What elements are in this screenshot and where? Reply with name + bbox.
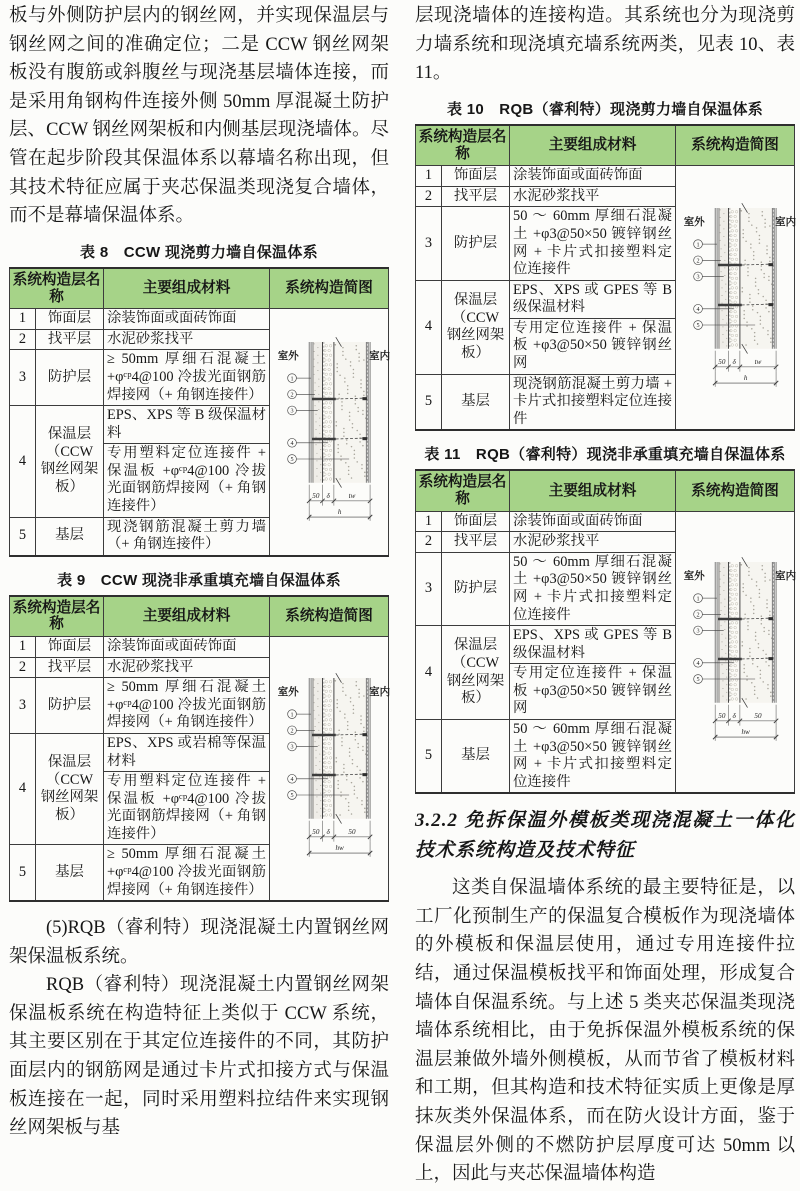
section-heading-322: 3.2.2 免拆保温外模板类现浇混凝土一体化技术系统构造及技术特征 bbox=[415, 810, 795, 862]
column-header-layer-name: 系统构造层名称 bbox=[10, 596, 104, 637]
row-number-cell: 3 bbox=[10, 678, 36, 734]
table-row bbox=[10, 637, 389, 658]
svg-text:2: 2 bbox=[290, 391, 294, 399]
column-header-diagram: 系统构造简图 bbox=[270, 596, 389, 637]
layer-name-cell: 防护层 bbox=[36, 678, 104, 734]
row-number-cell: 2 bbox=[416, 532, 442, 553]
column-header-materials: 主要组成材料 bbox=[510, 125, 676, 166]
svg-text:hw: hw bbox=[741, 727, 750, 736]
layer-name-cell: 饰面层 bbox=[36, 637, 104, 658]
svg-text:室外: 室外 bbox=[277, 687, 299, 699]
table-11-title: 表 11 RQB（睿利特）现浇非承重填充墙自保温体系 bbox=[424, 446, 786, 464]
material-cell: 涂装饰面或面砖饰面 bbox=[510, 166, 676, 187]
table-8-title: 表 8 CCW 现浇剪力墙自保温体系 bbox=[80, 243, 318, 261]
system-diagram-cell bbox=[270, 637, 389, 901]
row-number-cell: 2 bbox=[416, 186, 442, 207]
svg-text:室内: 室内 bbox=[369, 687, 391, 699]
layer-name-cell: 防护层 bbox=[442, 207, 510, 280]
row-number-cell: 5 bbox=[10, 517, 36, 556]
svg-text:5: 5 bbox=[290, 792, 294, 800]
row-number-cell: 3 bbox=[416, 552, 442, 625]
layer-name-cell: 基层 bbox=[442, 719, 510, 793]
layer-name-cell: 保温层（CCW 钢丝网架板） bbox=[36, 734, 104, 845]
layer-name-cell: 防护层 bbox=[442, 552, 510, 625]
material-cell: EPS、XPS 或岩棉等保温材料 bbox=[104, 734, 270, 772]
system-diagram-cell bbox=[676, 511, 795, 793]
system-diagram-cell bbox=[676, 166, 795, 430]
column-header-diagram: 系统构造简图 bbox=[676, 470, 795, 511]
material-cell: 涂装饰面或面砖饰面 bbox=[510, 511, 676, 532]
table-9-block bbox=[9, 569, 389, 902]
paragraph-rqb-intro: (5)RQB（睿利特）现浇混凝土内置钢丝网架保温板系统。 bbox=[9, 918, 389, 967]
svg-text:h: h bbox=[743, 373, 748, 382]
svg-text:δ: δ bbox=[326, 828, 330, 837]
column-header-layer-name: 系统构造层名称 bbox=[10, 268, 104, 309]
table-8-block bbox=[9, 241, 389, 557]
material-cell: 水泥砂浆找平 bbox=[104, 657, 270, 678]
row-number-cell: 2 bbox=[10, 329, 36, 350]
column-header-materials: 主要组成材料 bbox=[104, 268, 270, 309]
wall-section-diagram bbox=[273, 319, 391, 540]
svg-text:4: 4 bbox=[290, 776, 294, 784]
svg-text:δ: δ bbox=[326, 491, 330, 500]
layer-name-cell: 找平层 bbox=[442, 186, 510, 207]
material-cell: 涂装饰面或面砖饰面 bbox=[104, 637, 270, 658]
paragraph-continuation: 板与外侧防护层内的钢丝网，并实现保温层与钢丝网之间的准确定位；二是 CCW 钢丝网架板没有腹筋或斜腹丝与现浇基层墙体连接，而是采用角钢构件连接外侧 50mm 厚混凝土防护层、CCW 钢丝网架板和内侧基层现浇墙体。尽管在起步阶段其保温体系以幕墙名称出现，但其技术特征应属于夹芯保温类现浇复合墙体，而不是幕墙保温体系。 bbox=[9, 6, 389, 227]
svg-text:h: h bbox=[337, 507, 342, 516]
column-header-diagram: 系统构造简图 bbox=[676, 125, 795, 166]
right-column bbox=[415, 2, 795, 1189]
svg-text:5: 5 bbox=[290, 455, 294, 463]
svg-text:50: 50 bbox=[312, 491, 320, 500]
svg-text:室内: 室内 bbox=[369, 350, 391, 362]
paragraph-rqb-detail: RQB（睿利特）现浇混凝土内置钢丝网架保温板系统在构造特征上类似于 CCW 系统，其主要区别在于其定位连接件的不同，其防护面层内的钢筋网是通过卡片式扣接方式与保温板连接在一起，同时采用塑料拉结件来实现钢丝网架板与基 bbox=[9, 975, 389, 1139]
table-11-block bbox=[415, 443, 795, 794]
material-cell: 水泥砂浆找平 bbox=[510, 186, 676, 207]
material-cell: EPS、XPS 或 GPES 等 B 级保温材料 bbox=[510, 280, 676, 318]
table-10-block bbox=[415, 98, 795, 431]
layer-name-cell: 找平层 bbox=[36, 657, 104, 678]
svg-text:tw: tw bbox=[754, 357, 762, 366]
material-cell: 50 ～ 60mm 厚细石混凝土 +φ3@50×50 镀锌钢丝网 + 卡片式扣接塑料定位连接件 bbox=[510, 552, 676, 625]
material-cell: 专用塑料定位连接件 + 保温板 +φᶜᵖ4@100 冷拔光面钢筋焊接网（+ 角钢连接件） bbox=[104, 444, 270, 517]
table-11 bbox=[415, 469, 795, 794]
svg-text:1: 1 bbox=[696, 595, 700, 603]
row-number-cell: 1 bbox=[416, 166, 442, 187]
svg-text:3: 3 bbox=[290, 407, 294, 415]
svg-text:室外: 室外 bbox=[683, 216, 705, 228]
table-9 bbox=[9, 595, 389, 902]
row-number-cell: 5 bbox=[416, 374, 442, 430]
left-column bbox=[9, 2, 389, 1189]
layer-name-cell: 保温层（CCW 钢丝网架板） bbox=[442, 626, 510, 720]
row-number-cell: 3 bbox=[10, 350, 36, 406]
table-row bbox=[416, 511, 795, 532]
material-cell: 专用定位连接件 + 保温板 +φ3@50×50 镀锌钢丝网 bbox=[510, 318, 676, 374]
table-row bbox=[416, 166, 795, 187]
svg-text:室外: 室外 bbox=[277, 350, 299, 362]
row-number-cell: 3 bbox=[416, 207, 442, 280]
column-header-materials: 主要组成材料 bbox=[510, 470, 676, 511]
material-cell: 现浇钢筋混凝土剪力墙 + 卡片式扣接塑料定位连接件 bbox=[510, 374, 676, 430]
row-number-cell: 2 bbox=[10, 657, 36, 678]
layer-name-cell: 基层 bbox=[36, 845, 104, 901]
table-row bbox=[10, 309, 389, 330]
svg-text:50: 50 bbox=[754, 711, 762, 720]
paragraph-322-body: 这类自保温墙体系统的最主要特征是，以工厂化预制生产的保温复合模板作为现浇墙体的外模板和保温层使用，通过专用连接件拉结，通过保温模板找平和饰面处理，形成复合墙体自保温系统。与上述 5 类夹芯保温类现浇墙体系统相比，由于免拆保温外模板系统的保温层兼做外墙外侧模板，从而节省了模板材料和工期，但其构造和技术特征实质上更像是厚抹灰类外保温体系，而在防火设计方面，鉴于保温层外侧的不燃防护层厚度可达 50mm 以上，因此与夹芯保温墙体构造 bbox=[415, 878, 795, 1185]
row-number-cell: 1 bbox=[10, 637, 36, 658]
material-cell: 50 ～ 60mm 厚细石混凝土 +φ3@50×50 镀锌钢丝网 + 卡片式扣接塑料定位连接件 bbox=[510, 207, 676, 280]
material-cell: EPS、XPS 或 GPES 等 B 级保温材料 bbox=[510, 626, 676, 664]
svg-text:δ: δ bbox=[732, 357, 736, 366]
layer-name-cell: 饰面层 bbox=[442, 511, 510, 532]
svg-text:δ: δ bbox=[732, 711, 736, 720]
material-cell: ≥ 50mm 厚细石混凝土 +φᶜᵖ4@100 冷拔光面钢筋焊接网（+ 角钢连接件） bbox=[104, 350, 270, 406]
svg-text:50: 50 bbox=[718, 357, 726, 366]
svg-text:tw: tw bbox=[348, 491, 356, 500]
row-number-cell: 4 bbox=[10, 406, 36, 517]
material-cell: EPS、XPS 等 B 级保温材料 bbox=[104, 406, 270, 444]
material-cell: ≥ 50mm 厚细石混凝土 +φᶜᵖ4@100 冷拔光面钢筋焊接网（+ 角钢连接件） bbox=[104, 845, 270, 901]
layer-name-cell: 找平层 bbox=[36, 329, 104, 350]
wall-section-diagram bbox=[679, 185, 797, 406]
svg-text:50: 50 bbox=[312, 828, 320, 837]
table-9-title: 表 9 CCW 现浇非承重填充墙自保温体系 bbox=[57, 571, 341, 589]
layer-name-cell: 找平层 bbox=[442, 532, 510, 553]
table-8 bbox=[9, 267, 389, 557]
svg-text:室外: 室外 bbox=[683, 570, 705, 582]
svg-text:50: 50 bbox=[718, 711, 726, 720]
system-diagram-cell bbox=[270, 309, 389, 556]
svg-text:4: 4 bbox=[696, 305, 700, 313]
svg-text:2: 2 bbox=[696, 256, 700, 264]
row-number-cell: 1 bbox=[416, 511, 442, 532]
material-cell: 专用定位连接件 + 保温板 +φ3@50×50 镀锌钢丝网 bbox=[510, 664, 676, 720]
material-cell: ≥ 50mm 厚细石混凝土 +φᶜᵖ4@100 冷拔光面钢筋焊接网（+ 角钢连接件） bbox=[104, 678, 270, 734]
svg-text:3: 3 bbox=[696, 627, 700, 635]
column-header-layer-name: 系统构造层名称 bbox=[416, 470, 510, 511]
row-number-cell: 4 bbox=[416, 626, 442, 720]
svg-text:4: 4 bbox=[696, 659, 700, 667]
layer-name-cell: 保温层（CCW 钢丝网架板） bbox=[36, 406, 104, 517]
svg-text:3: 3 bbox=[696, 273, 700, 281]
material-cell: 水泥砂浆找平 bbox=[510, 532, 676, 553]
svg-text:1: 1 bbox=[290, 711, 294, 719]
material-cell: 专用塑料定位连接件 + 保温板 +φᶜᵖ4@100 冷拔光面钢筋焊接网（+ 角钢连接件） bbox=[104, 772, 270, 845]
table-10 bbox=[415, 124, 795, 431]
svg-text:5: 5 bbox=[696, 321, 700, 329]
column-header-diagram: 系统构造简图 bbox=[270, 268, 389, 309]
row-number-cell: 1 bbox=[10, 309, 36, 330]
svg-text:5: 5 bbox=[696, 675, 700, 683]
row-number-cell: 4 bbox=[10, 734, 36, 845]
layer-name-cell: 保温层（CCW 钢丝网架板） bbox=[442, 280, 510, 374]
row-number-cell: 5 bbox=[10, 845, 36, 901]
layer-name-cell: 基层 bbox=[36, 517, 104, 556]
wall-section-diagram bbox=[273, 655, 391, 876]
table-10-title: 表 10 RQB（睿利特）现浇剪力墙自保温体系 bbox=[446, 100, 764, 118]
svg-text:3: 3 bbox=[290, 744, 294, 752]
material-cell: 涂装饰面或面砖饰面 bbox=[104, 309, 270, 330]
column-header-layer-name: 系统构造层名称 bbox=[416, 125, 510, 166]
layer-name-cell: 饰面层 bbox=[442, 166, 510, 187]
column-header-materials: 主要组成材料 bbox=[104, 596, 270, 637]
svg-text:50: 50 bbox=[348, 828, 356, 837]
layer-name-cell: 防护层 bbox=[36, 350, 104, 406]
svg-text:室内: 室内 bbox=[775, 216, 797, 228]
svg-text:1: 1 bbox=[696, 240, 700, 248]
material-cell: 现浇钢筋混凝土剪力墙（+ 角钢连接件） bbox=[104, 517, 270, 556]
svg-text:2: 2 bbox=[290, 727, 294, 735]
svg-text:4: 4 bbox=[290, 439, 294, 447]
svg-text:2: 2 bbox=[696, 611, 700, 619]
layer-name-cell: 饰面层 bbox=[36, 309, 104, 330]
paragraph-continuation: 层现浇墙体的连接构造。其系统也分为现浇剪力墙系统和现浇填充墙系统两类，见表 10、表 11。 bbox=[415, 6, 795, 84]
row-number-cell: 4 bbox=[416, 280, 442, 374]
material-cell: 水泥砂浆找平 bbox=[104, 329, 270, 350]
svg-text:室内: 室内 bbox=[775, 570, 797, 582]
layer-name-cell: 基层 bbox=[442, 374, 510, 430]
row-number-cell: 5 bbox=[416, 719, 442, 793]
material-cell: 50 ～ 60mm 厚细石混凝土 +φ3@50×50 镀锌钢丝网 + 卡片式扣接塑料定位连接件 bbox=[510, 719, 676, 793]
wall-section-diagram bbox=[679, 539, 797, 760]
svg-text:1: 1 bbox=[290, 374, 294, 382]
svg-text:hw: hw bbox=[335, 844, 344, 853]
